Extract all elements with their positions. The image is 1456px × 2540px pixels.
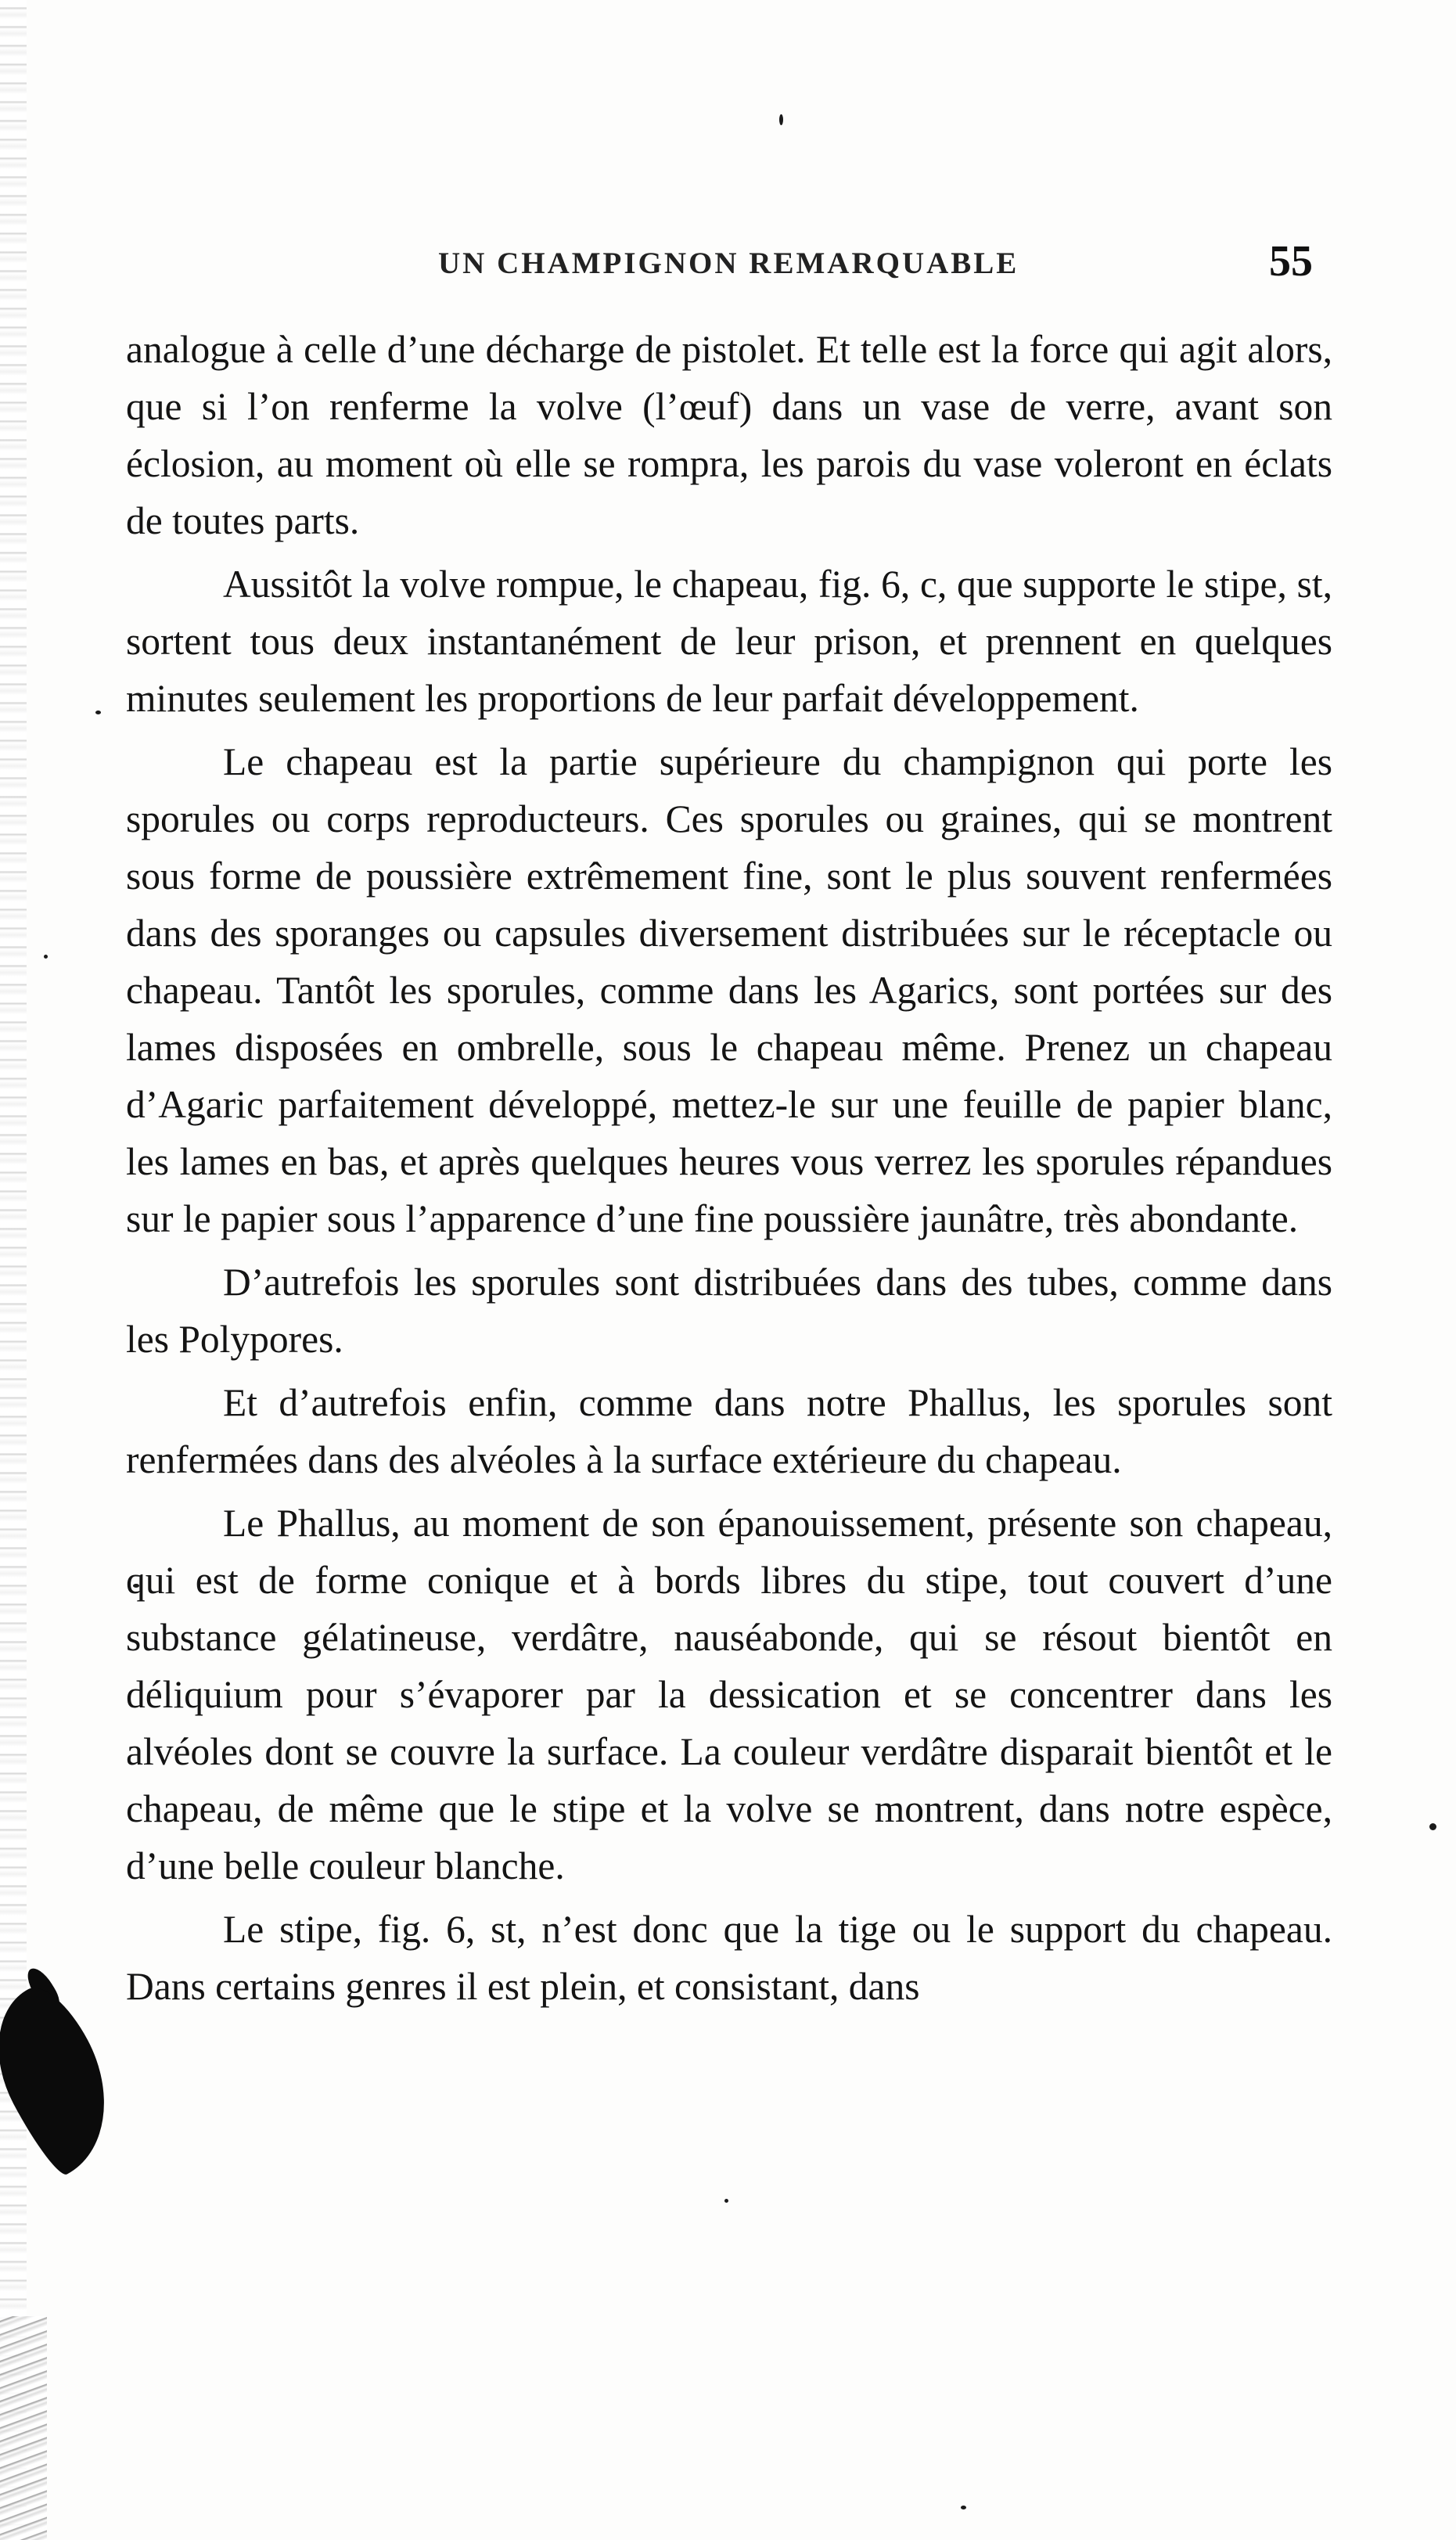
dust-speck	[779, 114, 783, 125]
paragraph-phallus-alveoles: Et d’autrefois enfin, comme dans notre Phallus, les sporules sont renfermées dans des alvéoles à la surface extérieure du chapeau.	[126, 1381, 1332, 1481]
dust-speck	[1429, 1823, 1436, 1830]
dust-speck	[724, 2199, 728, 2203]
dust-speck	[961, 2506, 966, 2509]
page-edge-speckle	[0, 2316, 47, 2540]
paragraph-phallus-epanouissement: Le Phallus, au moment de son épanouissement, présente son chapeau, qui est de forme conique et à bords libres du stipe, tout couvert d’une substance gélatineuse, verdâtre, nauséabonde, qui se résout bientôt en déliquium pour s’évaporer par la dessication et se concentrer dans les alvéoles dont se couvre la surface. La couleur verdâtre disparait bientôt et le chapeau, de même que le stipe et la volve se montrent, dans notre espèce, d’une belle couleur blanche.	[126, 1502, 1332, 1887]
paragraph-stipe: Le stipe, fig. 6, st, n’est donc que la tige ou le support du chapeau. Dans certains genres il est plein, et consistant, dans	[126, 1908, 1332, 2008]
paragraph-continuation: analogue à celle d’une décharge de pistolet. Et telle est la force qui agit alors, que si l’on renferme la volve (l’œuf) dans un vase de verre, avant son éclosion, au moment où elle se rompra, les parois du vase voleront en éclats de toutes parts.	[126, 328, 1332, 542]
dust-speck	[95, 711, 101, 714]
body-text	[126, 321, 1332, 2015]
running-title: UN CHAMPIGNON REMARQUABLE	[438, 246, 1019, 280]
page-edge-shadow	[0, 0, 27, 2540]
page-number: 55	[1269, 237, 1313, 286]
paragraph-volve-rupture: Aussitôt la volve rompue, le chapeau, fig. 6, c, que supporte le stipe, st, sortent tous deux instantanément de leur prison, et prennent en quelques minutes seulement les proportions de leur parfait développement.	[126, 563, 1332, 720]
paragraph-polypores: D’autrefois les sporules sont distribuées dans des tubes, comme dans les Polypores.	[126, 1261, 1332, 1361]
paragraph-chapeau-sporules: Le chapeau est la partie supérieure du champignon qui porte les sporules ou corps reproducteurs. Ces sporules ou graines, qui se montrent sous forme de poussière extrêmement fine, sont le plus souvent renfermées dans des sporanges ou capsules diversement distribuées sur le réceptacle ou chapeau. Tantôt les sporules, comme dans les Agarics, sont portées sur des lames disposées en ombrelle, sous le chapeau même. Prenez un chapeau d’Agaric parfaitement développé, mettez-le sur une feuille de papier blanc, les lames en bas, et après quelques heures vous verrez les sporules répandues sur le papier sous l’apparence d’une fine poussière jaunâtre, très abondante.	[126, 740, 1332, 1240]
dust-speck	[44, 955, 48, 959]
